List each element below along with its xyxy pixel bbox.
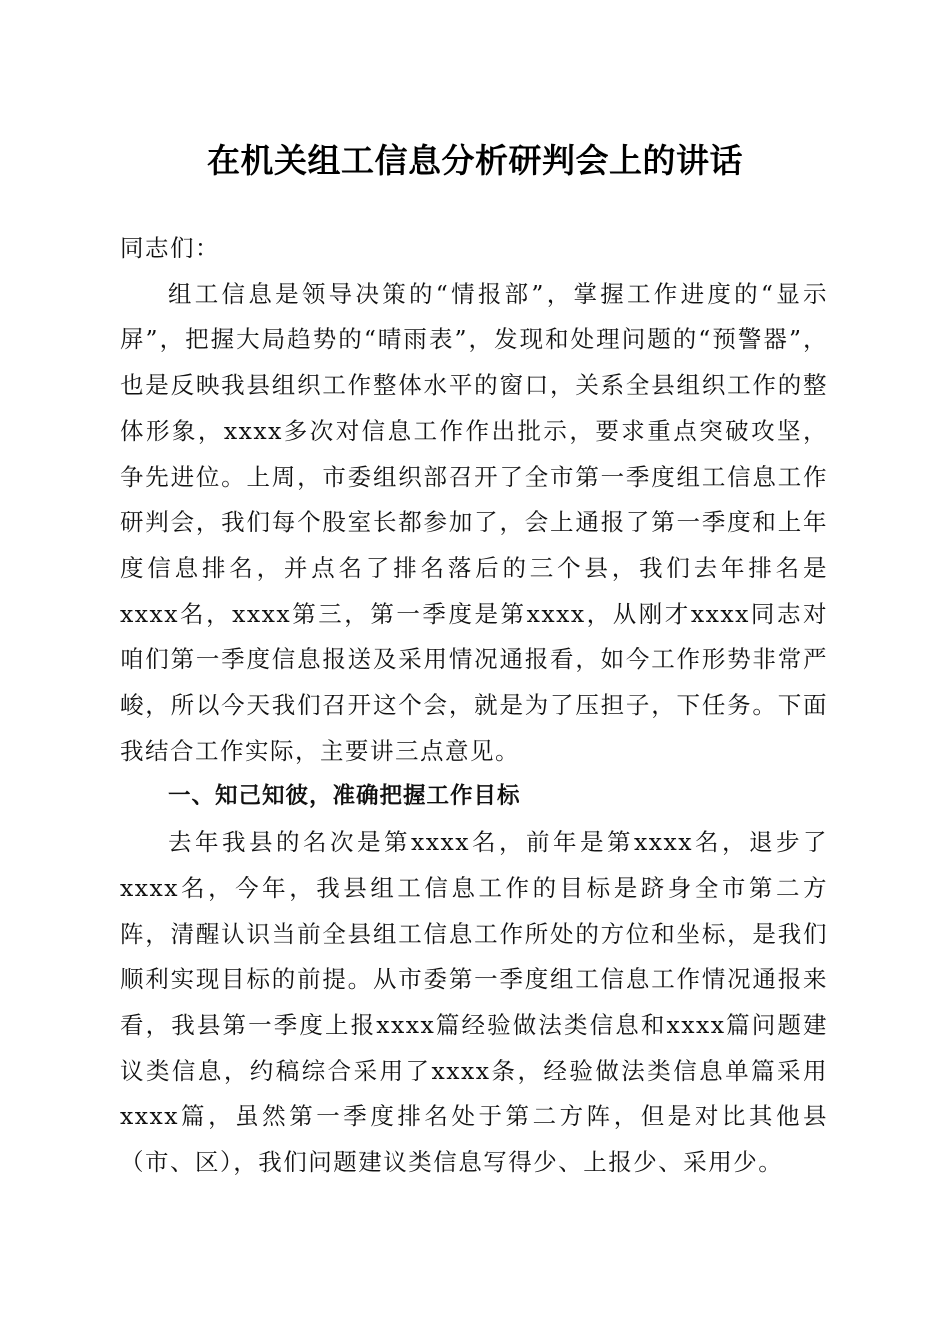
document-body xyxy=(120,226,828,1186)
paragraph-intro: 组工信息是领导决策的“情报部”，掌握工作进度的“显示屏”，把握大局趋势的“晴雨表”，发现和处理问题的“预警器”，也是反映我县组织工作整体水平的窗口，关系全县组织工作的整体形象，xxxx多次对信息工作作出批示，要求重点突破攻坚，争先进位。上周，市委组织部召开了全市第一季度组工信息工作研判会，我们每个股室长都参加了，会上通报了第一季度和上年度信息排名，并点名了排名落后的三个县，我们去年排名是xxxx名，xxxx第三，第一季度是第xxxx，从刚才xxxx同志对咱们第一季度信息报送及采用情况通报看，如今工作形势非常严峻，所以今天我们召开这个会，就是为了压担子，下任务。下面我结合工作实际，主要讲三点意见。 xyxy=(120,279,828,765)
salutation: 同志们： xyxy=(120,234,220,262)
section-heading-1: 一、知己知彼，准确把握工作目标 xyxy=(168,783,521,810)
document-title: 在机关组工信息分析研判会上的讲话 xyxy=(207,141,743,180)
paragraph-section-1: 去年我县的名次是第xxxx名，前年是第xxxx名，退步了xxxx名，今年，我县组工信息工作的目标是跻身全市第二方阵，清醒认识当前全县组工信息工作所处的方位和坐标，是我们顺利实现目标的前提。从市委第一季度组工信息工作情况通报来看，我县第一季度上报xxxx篇经验做法类信息和xxxx篇问题建议类信息，约稿综合采用了xxxx条，经验做法类信息单篇采用xxxx篇，虽然第一季度排名处于第二方阵，但是对比其他县（市、区），我们问题建议类信息写得少、上报少、采用少。 xyxy=(120,828,828,1177)
